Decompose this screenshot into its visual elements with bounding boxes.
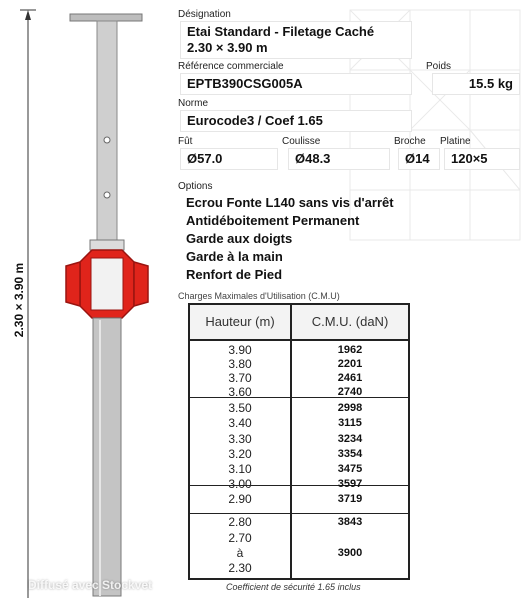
table-cell-height: 3.10 bbox=[228, 462, 252, 476]
platine-label: Platine bbox=[440, 136, 471, 147]
table-cell-height: 3.70 bbox=[228, 371, 252, 385]
watermark: Diffusé avec Stockvet bbox=[28, 578, 153, 592]
reference-label: Référence commerciale bbox=[178, 61, 284, 72]
designation-box bbox=[180, 21, 412, 59]
table-cell-height: 3.40 bbox=[228, 416, 252, 430]
prop-illustration bbox=[0, 0, 170, 600]
broche-label: Broche bbox=[394, 136, 426, 147]
poids-label: Poids bbox=[426, 61, 452, 72]
norme-value: Eurocode3 / Coef 1.65 bbox=[180, 110, 412, 132]
nut-handle-left bbox=[66, 262, 80, 306]
option-item: Renfort de Pied bbox=[186, 267, 283, 282]
table-cell-height: 3.30 bbox=[228, 432, 252, 446]
designation-line1: Etai Standard - Filetage Caché bbox=[187, 24, 375, 39]
option-item: Garde à la main bbox=[186, 249, 283, 264]
outer-tube bbox=[93, 318, 121, 596]
cmu-table bbox=[188, 303, 410, 580]
nut-handle-right bbox=[134, 262, 148, 306]
cmu-table-header bbox=[190, 305, 408, 341]
designation-label: Désignation bbox=[178, 9, 231, 20]
table-cell-cmu: 2998 bbox=[337, 402, 363, 414]
coulisse-value: Ø48.3 bbox=[288, 148, 390, 170]
designation-line2: 2.30 × 3.90 m bbox=[187, 40, 268, 55]
table-cell-height: 3.90 bbox=[228, 343, 252, 357]
collar bbox=[90, 240, 124, 250]
table-cell-cmu: 3475 bbox=[337, 463, 363, 475]
dimension-label: 2.30 × 3.90 m bbox=[12, 262, 27, 338]
table-cell-cmu: 1962 bbox=[337, 344, 363, 356]
table-cell-height: 2.70 bbox=[228, 531, 252, 545]
pin-hole-lower bbox=[104, 192, 110, 198]
inner-tube bbox=[97, 21, 117, 247]
table-cell-height: à bbox=[236, 546, 244, 560]
table-cell-cmu: 3354 bbox=[337, 448, 363, 460]
platine-value: 120×5 bbox=[444, 148, 520, 170]
table-cell-cmu: 3234 bbox=[337, 433, 363, 445]
table-cell-cmu: 3719 bbox=[337, 493, 363, 505]
table-cell-height: 3.50 bbox=[228, 401, 252, 415]
option-item: Antidéboitement Permanent bbox=[186, 213, 360, 228]
table-cell-cmu: 2461 bbox=[337, 372, 363, 384]
table-cell-height: 3.80 bbox=[228, 357, 252, 371]
fut-label: Fût bbox=[178, 136, 193, 147]
spec-sheet bbox=[170, 0, 526, 600]
nut-window bbox=[91, 258, 123, 310]
table-cell-height: 2.80 bbox=[228, 515, 252, 529]
table-cell-cmu: 2740 bbox=[337, 386, 363, 398]
table-cell-cmu: 3115 bbox=[338, 417, 362, 429]
top-plate bbox=[70, 14, 142, 21]
option-item: Garde aux doigts bbox=[186, 231, 293, 246]
col-header-cmu: C.M.U. (daN) bbox=[311, 314, 389, 329]
table-cell-height: 2.90 bbox=[228, 492, 252, 506]
fut-value: Ø57.0 bbox=[180, 148, 278, 170]
table-cell-height: 3.60 bbox=[228, 385, 252, 399]
options-label: Options bbox=[178, 181, 213, 192]
table-cell-cmu: 3597 bbox=[337, 478, 363, 490]
table-cell-cmu: 3843 bbox=[337, 516, 363, 528]
table-cell-cmu: 2201 bbox=[337, 358, 363, 370]
col-header-height: Hauteur (m) bbox=[190, 305, 292, 339]
reference-value: EPTB390CSG005A bbox=[180, 73, 412, 95]
table-cell-height: 3.00 bbox=[228, 477, 252, 491]
table-cell-cmu: 3900 bbox=[337, 547, 363, 559]
dimension-arrow-top bbox=[25, 10, 31, 20]
cmu-caption: Charges Maximales d'Utilisation (C.M.U) bbox=[178, 291, 340, 301]
table-cell-height: 2.30 bbox=[228, 561, 252, 575]
norme-label: Norme bbox=[178, 98, 209, 109]
pin-hole-upper bbox=[104, 137, 110, 143]
option-item: Ecrou Fonte L140 sans vis d'arrêt bbox=[186, 195, 394, 210]
broche-value: Ø14 bbox=[398, 148, 440, 170]
coulisse-label: Coulisse bbox=[282, 136, 321, 147]
poids-value: 15.5 kg bbox=[432, 73, 520, 95]
table-cell-height: 3.20 bbox=[228, 447, 252, 461]
cmu-footnote: Coefficient de sécurité 1.65 inclus bbox=[226, 582, 361, 592]
